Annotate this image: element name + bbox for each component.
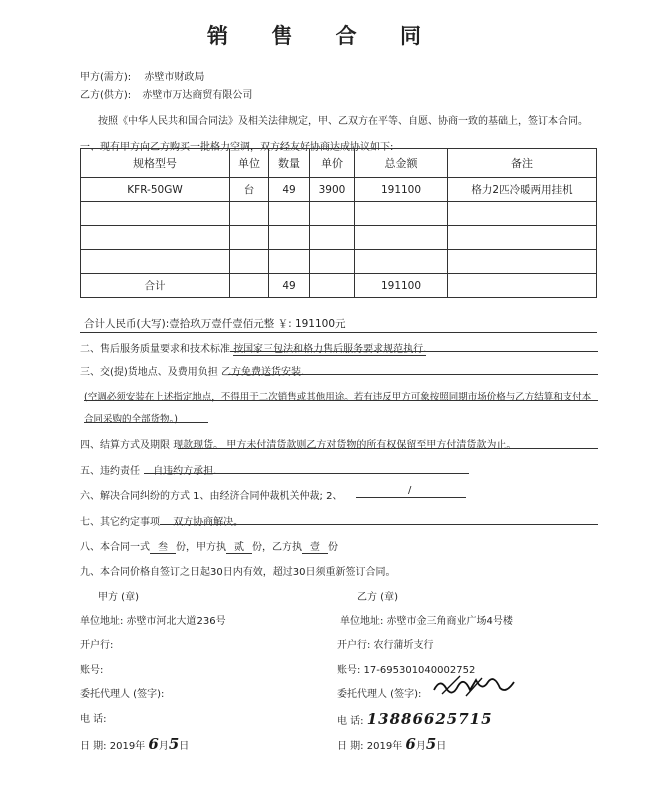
party-b-month: 6 [405, 735, 416, 753]
clause-8-prefix: 八、本合同一式 [80, 542, 150, 553]
clause-6: 六、解决合同纠纷的方式 1、由经济合同仲裁机关仲裁; 2、 [80, 491, 343, 502]
header-note: 备注 [448, 149, 597, 178]
cell-qty [269, 226, 310, 250]
party-a-agent: 委托代理人 (签字): [80, 689, 165, 700]
clause-7 [80, 513, 243, 528]
party-a-address: 单位地址: 赤壁市河北大道236号 [80, 616, 226, 627]
clause-5-value: 自违约方承担. [153, 466, 217, 477]
party-b-bank: 开户行: 农行蒲圻支行 [337, 640, 434, 651]
cell-unit: 台 [230, 178, 269, 202]
items-table [80, 148, 597, 298]
clause-3-label: 三、交(提)货地点、及费用负担 [80, 367, 218, 378]
clause-3-note: (空调必须安装在上述指定地点，不得用于二次销售或其他用途。若有违反甲方可象按照同期市场价格与乙方结算和支付本合同采购的全部货物。) [84, 392, 592, 425]
party-b-name: 赤壁市万达商贸有限公司 [142, 90, 253, 101]
clause-1: 一、现有甲方向乙方购买一批格力空调，双方经友好协商达成协议如下: [80, 142, 394, 153]
clause-5-label: 五、违约责任 [80, 466, 140, 477]
total-rmb-row [80, 315, 597, 333]
party-b-line [80, 86, 252, 101]
signature-mark [430, 672, 520, 700]
total-qty: 49 [269, 274, 310, 298]
clause-2-value: 按国家三包法和格力售后服务要求规范执行. [233, 344, 427, 355]
cell-model [81, 250, 230, 274]
clause-3-underline [228, 374, 598, 375]
intro-text: 按照《中华人民共和国合同法》及相关法律规定，甲、乙双方在平等、自愿、协商一致的基础上，签订本合同。 [98, 116, 588, 127]
clause-6-value: / [408, 485, 412, 496]
clause-9: 九、本合同价格自签订之日起30日内有效，超过30日须重新签订合同。 [80, 567, 396, 578]
clause-4-label: 四、结算方式及期限 [80, 440, 170, 451]
cell-note [448, 202, 597, 226]
clause-3 [80, 363, 304, 378]
clause-7-value: 双方协商解决。 [173, 517, 244, 528]
cell-price [310, 250, 355, 274]
cell-note: 格力2匹冷暖两用挂机 [448, 178, 597, 202]
party-b-date-label: 日 期: 2019年 [337, 741, 403, 752]
clause-4-underline [178, 448, 598, 449]
party-b-account: 账号: 17-695301040002752 [337, 665, 476, 676]
cell-model [81, 202, 230, 226]
clause-8-a-copies: 贰 [226, 542, 252, 554]
party-b-label: 乙方(供方): [80, 90, 132, 101]
clause-3-note-underline-2 [84, 422, 208, 423]
cell-model: KFR-50GW [81, 178, 230, 202]
cell-unit [230, 250, 269, 274]
cell-amount [355, 202, 448, 226]
clause-4-value: 现款现货。 甲方未付清货款则乙方对货物的所有权保留至甲方付清货款为止。 [173, 440, 517, 451]
party-a-bank: 开户行: [80, 640, 114, 651]
party-a-line [80, 68, 204, 83]
party-b-phone-value: 13886625715 [366, 710, 493, 728]
header-amount: 总金额 [355, 149, 448, 178]
party-b-signature [430, 672, 520, 704]
cell-price [310, 202, 355, 226]
table-total-row [81, 274, 597, 298]
clause-3-note-underline-1 [84, 400, 598, 401]
cell-model [81, 226, 230, 250]
party-a-month: 6 [148, 735, 159, 753]
header-price: 单价 [310, 149, 355, 178]
party-a-seal: 甲方 (章) [98, 592, 139, 603]
party-b-seal: 乙方 (章) [357, 592, 398, 603]
clause-8-copies: 叁 [150, 542, 176, 554]
table-row [81, 250, 597, 274]
cell-amount [355, 226, 448, 250]
clause-2-underline [230, 351, 598, 352]
party-a-name: 赤壁市财政局 [144, 72, 205, 83]
clause-8-mid2: 份，乙方执 [252, 542, 302, 553]
table-row [81, 226, 597, 250]
header-qty: 数量 [269, 149, 310, 178]
clause-5 [80, 462, 216, 477]
party-b-day: 5 [425, 735, 437, 753]
party-b-phone [337, 710, 493, 728]
table-header-row [81, 149, 597, 178]
clause-6-underline [356, 497, 466, 498]
cell-amount: 191100 [355, 178, 448, 202]
cell-amount [355, 250, 448, 274]
clause-8-mid1: 份，甲方执 [176, 542, 226, 553]
clause-8 [80, 538, 338, 553]
clause-5-underline [144, 473, 469, 474]
total-label: 合计 [81, 274, 230, 298]
party-b-date [337, 735, 446, 753]
party-a-day: 5 [168, 735, 180, 753]
clause-8-b-copies: 壹 [302, 542, 328, 554]
party-b-phone-label: 电 话: [337, 716, 364, 727]
party-b-address: 单位地址: 赤壁市金三角商业广场4号楼 [340, 616, 513, 627]
party-a-account: 账号: [80, 665, 104, 676]
cell-unit [230, 202, 269, 226]
cell-price: 3900 [310, 178, 355, 202]
contract-title: 销 售 合 同 [207, 24, 439, 48]
clause-8-suffix: 份 [328, 542, 338, 553]
cell-qty [269, 250, 310, 274]
cell-qty: 49 [269, 178, 310, 202]
clause-3-value: 乙方免费送货安装. [221, 367, 305, 378]
party-a-date-label: 日 期: 2019年 [80, 741, 146, 752]
table-row [81, 202, 597, 226]
header-model: 规格型号 [81, 149, 230, 178]
cell-note [448, 226, 597, 250]
header-unit: 单位 [230, 149, 269, 178]
clause-7-underline [160, 524, 598, 525]
party-b-month-label: 月 [415, 741, 426, 752]
clause-2 [80, 340, 426, 355]
party-a-month-label: 月 [158, 741, 169, 752]
cell-unit [230, 226, 269, 250]
cell-note [448, 250, 597, 274]
table-row [81, 178, 597, 202]
party-a-date [80, 735, 189, 753]
clause-7-label: 七、其它约定事项 [80, 517, 160, 528]
party-a-day-label: 日 [179, 741, 190, 752]
party-b-day-label: 日 [436, 741, 447, 752]
party-b-agent: 委托代理人 (签字): [337, 689, 422, 700]
clause-2-label: 二、售后服务质量要求和技术标准 [80, 344, 230, 355]
cell-price [310, 226, 355, 250]
total-amount: 191100 [355, 274, 448, 298]
total-rmb-text: 合计人民币(大写):壹拾玖万壹仟壹佰元整 ￥: 191100元 [84, 318, 346, 330]
party-a-label: 甲方(需方): [80, 72, 132, 83]
party-a-phone: 电 话: [80, 714, 107, 725]
cell-qty [269, 202, 310, 226]
